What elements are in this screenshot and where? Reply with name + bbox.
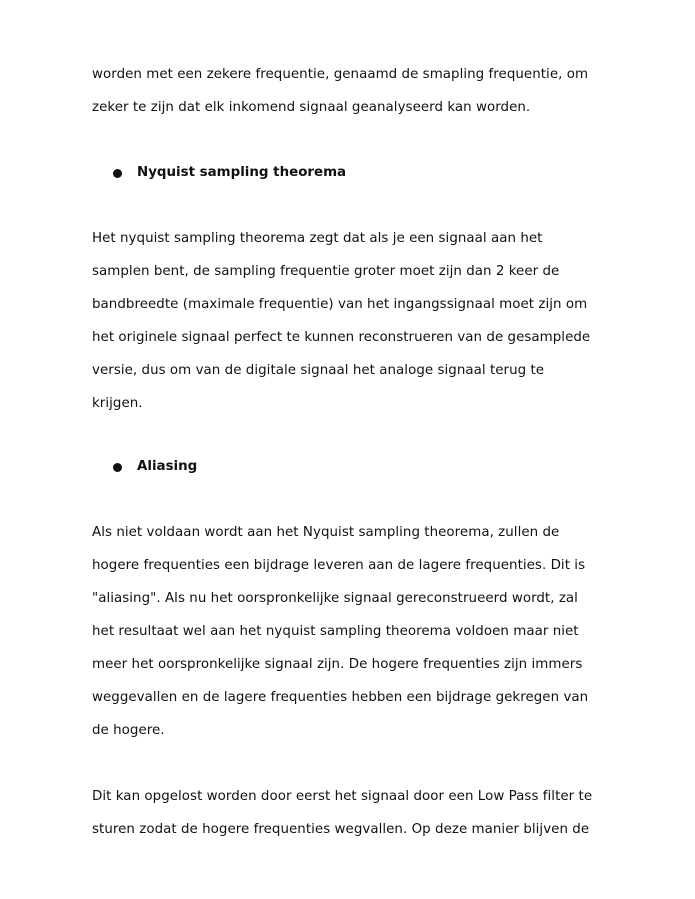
aliasing-line-4: het resultaat wel aan het nyquist sampling theorema voldoen maar niet [92, 624, 579, 639]
aliasing-line-3: "aliasing". Als nu het oorspronkelijke signaal gereconstrueerd wordt, zal [92, 591, 578, 606]
aliasing-line-1: Als niet voldaan wordt aan het Nyquist sampling theorema, zullen de [92, 525, 560, 540]
heading-aliasing-text: Aliasing [137, 459, 198, 474]
nyquist-line-1: Het nyquist sampling theorema zegt dat als je een signaal aan het [92, 231, 543, 246]
bullet-icon [113, 463, 122, 472]
nyquist-line-6: krijgen. [92, 396, 143, 411]
bullet-icon [113, 169, 122, 178]
nyquist-line-3: bandbreedte (maximale frequentie) van het ingangssignaal moet zijn om [92, 297, 588, 312]
aliasing-line-5: meer het oorspronkelijke signaal zijn. De hogere frequenties zijn immers [92, 657, 583, 672]
aliasing-line-2: hogere frequenties een bijdrage leveren aan de lagere frequenties. Dit is [92, 558, 586, 573]
aliasing-line-7: de hogere. [92, 723, 165, 738]
nyquist-line-2: samplen bent, de sampling frequentie groter moet zijn dan 2 keer de [92, 264, 560, 279]
heading-aliasing [113, 458, 197, 476]
nyquist-line-4: het originele signaal perfect te kunnen reconstrueren van de gesamplede [92, 330, 591, 345]
heading-nyquist [113, 164, 346, 182]
intro-line-2: zeker te zijn dat elk inkomend signaal geanalyseerd kan worden. [92, 100, 531, 115]
solution-line-1: Dit kan opgelost worden door eerst het signaal door een Low Pass filter te [92, 789, 593, 804]
nyquist-line-5: versie, dus om van de digitale signaal het analoge signaal terug te [92, 363, 545, 378]
heading-nyquist-text: Nyquist sampling theorema [137, 165, 347, 180]
intro-line-1: worden met een zekere frequentie, genaamd de smapling frequentie, om [92, 67, 589, 82]
solution-line-2: sturen zodat de hogere frequenties wegvallen. Op deze manier blijven de [92, 822, 590, 837]
aliasing-line-6: weggevallen en de lagere frequenties hebben een bijdrage gekregen van [92, 690, 589, 705]
